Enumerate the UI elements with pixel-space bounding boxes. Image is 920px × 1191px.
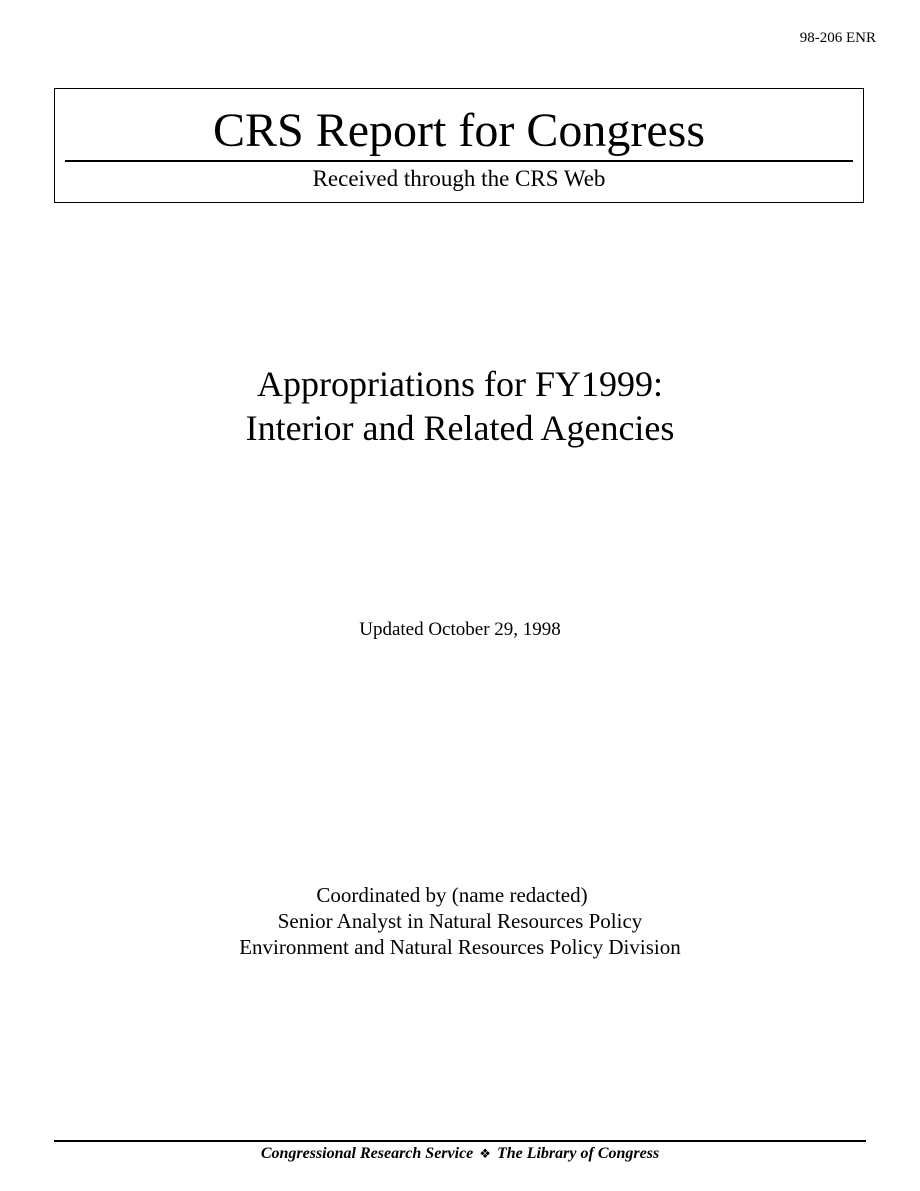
coordinator-role: Senior Analyst in Natural Resources Policy — [277, 909, 643, 933]
footer-left-text: Congressional Research Service — [260, 1145, 474, 1162]
report-header-title: CRS Report for Congress — [213, 104, 705, 157]
footer-right-text: The Library of Congress — [496, 1145, 660, 1162]
diamond-icon: ❖ — [479, 1147, 491, 1162]
coordinator-division: Environment and Natural Resources Policy Division — [239, 935, 681, 959]
coordinator-name: Coordinated by (name redacted) — [316, 883, 588, 907]
document-title-line-1: Appropriations for FY1999: — [257, 364, 663, 404]
footer-divider — [54, 1140, 866, 1142]
document-title-line-2: Interior and Related Agencies — [245, 408, 675, 448]
coordinator-block — [0, 882, 920, 960]
report-number: 98-206 ENR — [799, 30, 876, 46]
report-header-box — [54, 88, 864, 203]
header-divider — [65, 160, 853, 162]
footer — [0, 1144, 920, 1165]
updated-date: Updated October 29, 1998 — [359, 619, 561, 640]
report-header-subtitle: Received through the CRS Web — [312, 166, 606, 191]
document-title — [0, 362, 920, 450]
